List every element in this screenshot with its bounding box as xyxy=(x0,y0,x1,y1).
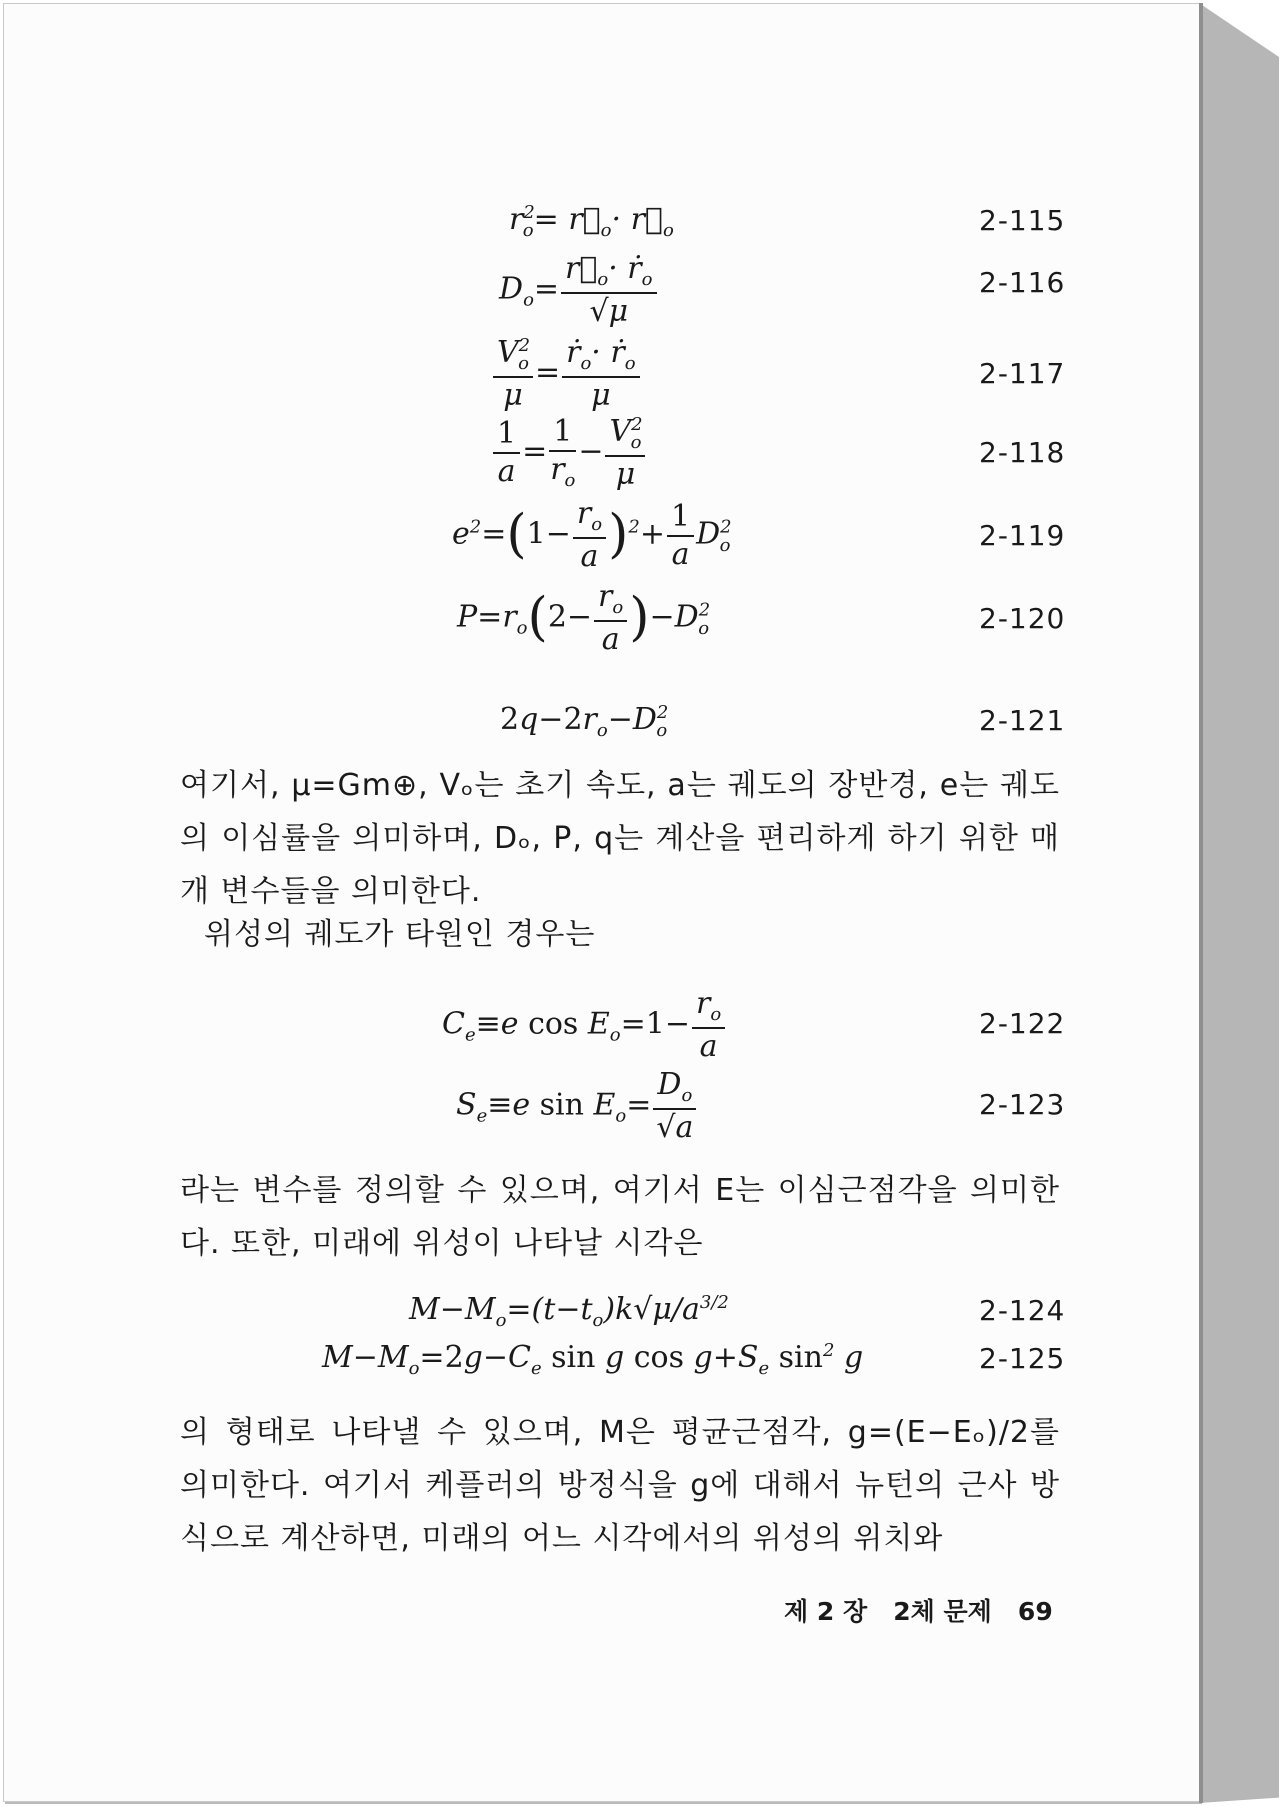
paragraph-2: 위성의 궤도가 타원인 경우는 xyxy=(204,917,596,952)
page-stack-edge xyxy=(1199,3,1279,1803)
paragraph-1: 여기서, μ=Gm⊕, Vₒ는 초기 속도, a는 궤도의 장반경, e는 궤도의 이심률을 의미하며, Dₒ, P, q는 계산을 편리하게 하기 위한 매개 변수들을 의미한다. xyxy=(180,768,1060,909)
equation-2-117: $\frac{V^2_o}{\mu}$ = $\frac{ṙ_o\cdot ṙ_o}{\mu}$ xyxy=(491,337,642,411)
equation-2-121: $2q-2r_o-D^2_o$ xyxy=(500,702,669,741)
equation-2-119: $e^2=(1-$ $\frac{r_o}{a}$ )$^2$+ $\frac{1}{a}$ $D^2_o$ xyxy=(452,496,732,574)
equation-number: 2-124 xyxy=(979,1294,1066,1327)
paragraph-4: 의 형태로 나타낼 수 있으며, M은 평균근점각, g=(E−Eₒ)/2를 의미한다. 여기서 케플러의 방정식을 g에 대해서 뉴턴의 근사 방식으로 계산하면, 미래의 어느 시각에서의 위성의 위치와 xyxy=(180,1415,1060,1556)
page-stack-border xyxy=(1199,3,1203,1803)
page-number: 69 xyxy=(1017,1597,1053,1626)
equation-number: 2-117 xyxy=(979,357,1066,390)
equation-2-116: $D_o=$ $\frac{r⃗_o\cdot ṙ_o}{√\mu}$ xyxy=(499,254,659,327)
equation-number: 2-125 xyxy=(979,1342,1066,1375)
equation-number: 2-115 xyxy=(979,204,1066,237)
equation-2-123: $S_e\equiv e$ $\sin E_o=$ $\frac{D_o}{√a}$ xyxy=(456,1070,698,1143)
equation-2-118: $\frac{1}{a}$ = $\frac{1}{r_o}$ − $\frac{V^2_o}{\mu}$ xyxy=(491,416,647,490)
equation-number: 2-121 xyxy=(979,704,1066,737)
equation-2-122: $C_e\equiv e$ $\cos E_o=1-$ $\frac{r_o}{a}$ xyxy=(442,989,727,1062)
equation-number: 2-120 xyxy=(979,602,1066,635)
footer-chapter: 제 2 장 xyxy=(784,1597,868,1626)
footer-title: 2체 문제 xyxy=(893,1597,992,1626)
equation-number: 2-122 xyxy=(979,1007,1066,1040)
book-page xyxy=(3,3,1200,1802)
equation-2-125: $M-M_o=2g-C_e$ sin g $\cos g+S_e$ $\sin^2 g$ xyxy=(322,1340,864,1379)
equation-2-115: $r^2_o=$ $r⃗_o\cdot$ $r⃗_o$ xyxy=(509,202,674,241)
equation-2-124: $M-M_o=(t-t_o)k√\mu/a^{3/2}$ xyxy=(409,1292,729,1331)
page-footer xyxy=(784,1592,1053,1628)
equation-number: 2-116 xyxy=(979,266,1066,299)
equation-2-120: $P=r_o(2-$ $\frac{r_o}{a}$ )$-D^2_o$ xyxy=(457,579,711,657)
paragraph-3: 라는 변수를 정의할 수 있으며, 여기서 E는 이심근점각을 의미한다. 또한, 미래에 위성이 나타날 시각은 xyxy=(180,1173,1060,1261)
equation-number: 2-123 xyxy=(979,1088,1066,1121)
equation-number: 2-118 xyxy=(979,436,1066,469)
equation-number: 2-119 xyxy=(979,519,1066,552)
